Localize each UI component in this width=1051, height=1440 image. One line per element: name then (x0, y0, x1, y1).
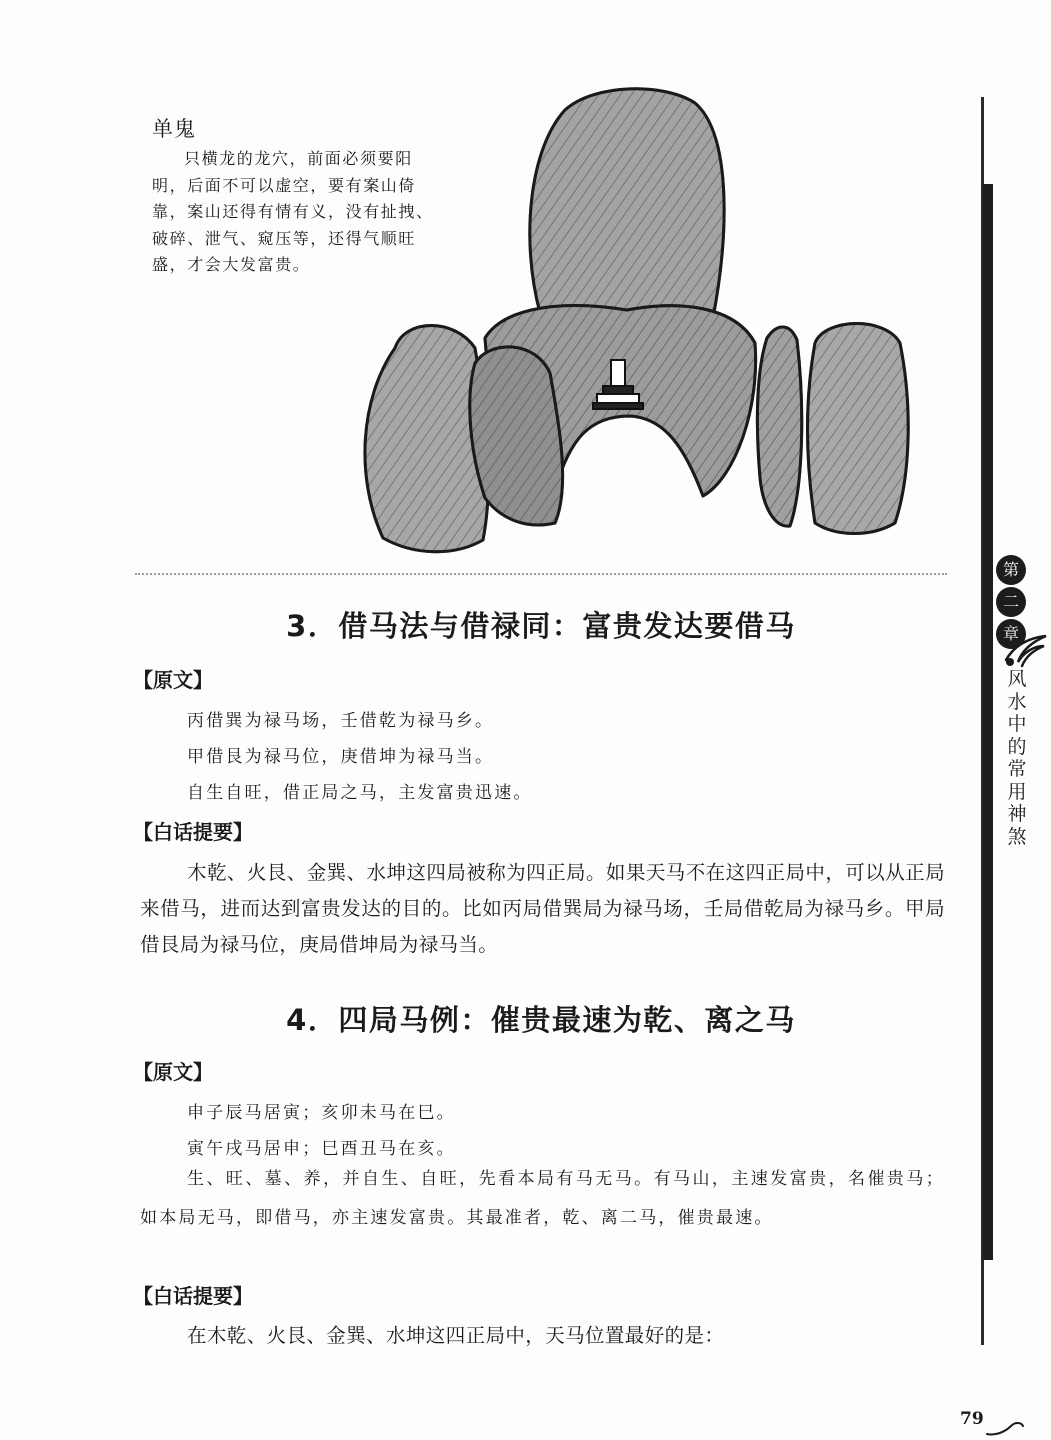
section-3-heading: 3．借马法与借禄同：富贵发达要借马 (286, 609, 796, 643)
section-4-heading: 4．四局马例：催贵最速为乾、离之马 (286, 1003, 796, 1037)
chapter-title-char: 水 (1007, 690, 1027, 713)
page-number: 79 (960, 1409, 984, 1429)
section-4-original-line-2: 寅午戌马居申；巳酉丑马在亥。 (187, 1139, 456, 1159)
section-4-vernacular-text: 在木乾、火艮、金巽、水坤这四正局中，天马位置最好的是： (187, 1324, 725, 1347)
chapter-badge-char: 二 (996, 587, 1026, 617)
section-3-original-line-2: 甲借艮为禄马位，庚借坤为禄马当。 (187, 747, 495, 767)
section-3-vernacular-text: 木乾、火艮、金巽、水坤这四局被称为四正局。如果天马不在这四正局中，可以从正局来借马，进而达到富贵发达的目的。比如丙局借巽局为禄马场，壬局借乾局为禄马乡。甲局借艮局为禄马位，庚局借坤局为禄马当。 (140, 861, 945, 956)
section-3-vernacular-label: 【白话提要】 (133, 820, 253, 844)
swirl-ornament-icon (1000, 622, 1050, 670)
section-3-original-label: 【原文】 (133, 668, 213, 692)
section-3-original-line-3: 自生自旺，借正局之马，主发富贵迅速。 (187, 783, 533, 803)
chapter-title-char: 的 (1007, 735, 1027, 758)
chapter-badge-char: 第 (996, 555, 1026, 585)
chapter-title-char: 神 (1007, 803, 1027, 825)
chapter-title-char: 煞 (1007, 825, 1027, 848)
caption-title: 单鬼 (152, 117, 196, 141)
margin-bar (983, 184, 993, 1260)
section-4-vernacular-label: 【白话提要】 (133, 1284, 253, 1308)
chapter-badge-char: 章 (996, 619, 1026, 649)
chapter-title-char: 常 (1007, 758, 1027, 780)
section-4-original-paragraph: 生、旺、墓、养，并自生、自旺，先看本局有马无马。有马山，主速发富贵，名催贵马；如本局无马，即借马，亦主速发富贵。其最准者，乾、离二马，催贵最速。 (140, 1169, 945, 1228)
section-divider (135, 573, 947, 575)
caption-body: 只横龙的龙穴，前面必须要阳明，后面不可以虚空，要有案山倚靠，案山还得有情有义，没有扯拽、破碎、泄气、窥压等，还得气顺旺盛，才会大发富贵。 (152, 149, 434, 274)
section-3-original-line-1: 丙借巽为禄马场，壬借乾为禄马乡。 (187, 711, 495, 731)
section-4-original-label: 【原文】 (133, 1060, 213, 1084)
chapter-title-char: 中 (1007, 713, 1027, 735)
chapter-title-vertical (1006, 668, 1028, 848)
page-number-swirl-icon (985, 1420, 1025, 1438)
section-4-original-line-1: 申子辰马居寅；亥卯未马在巳。 (187, 1103, 456, 1123)
mountain-tomb-illustration (335, 78, 915, 563)
chapter-title-char: 风 (1007, 668, 1027, 690)
chapter-title-char: 用 (1007, 780, 1027, 803)
